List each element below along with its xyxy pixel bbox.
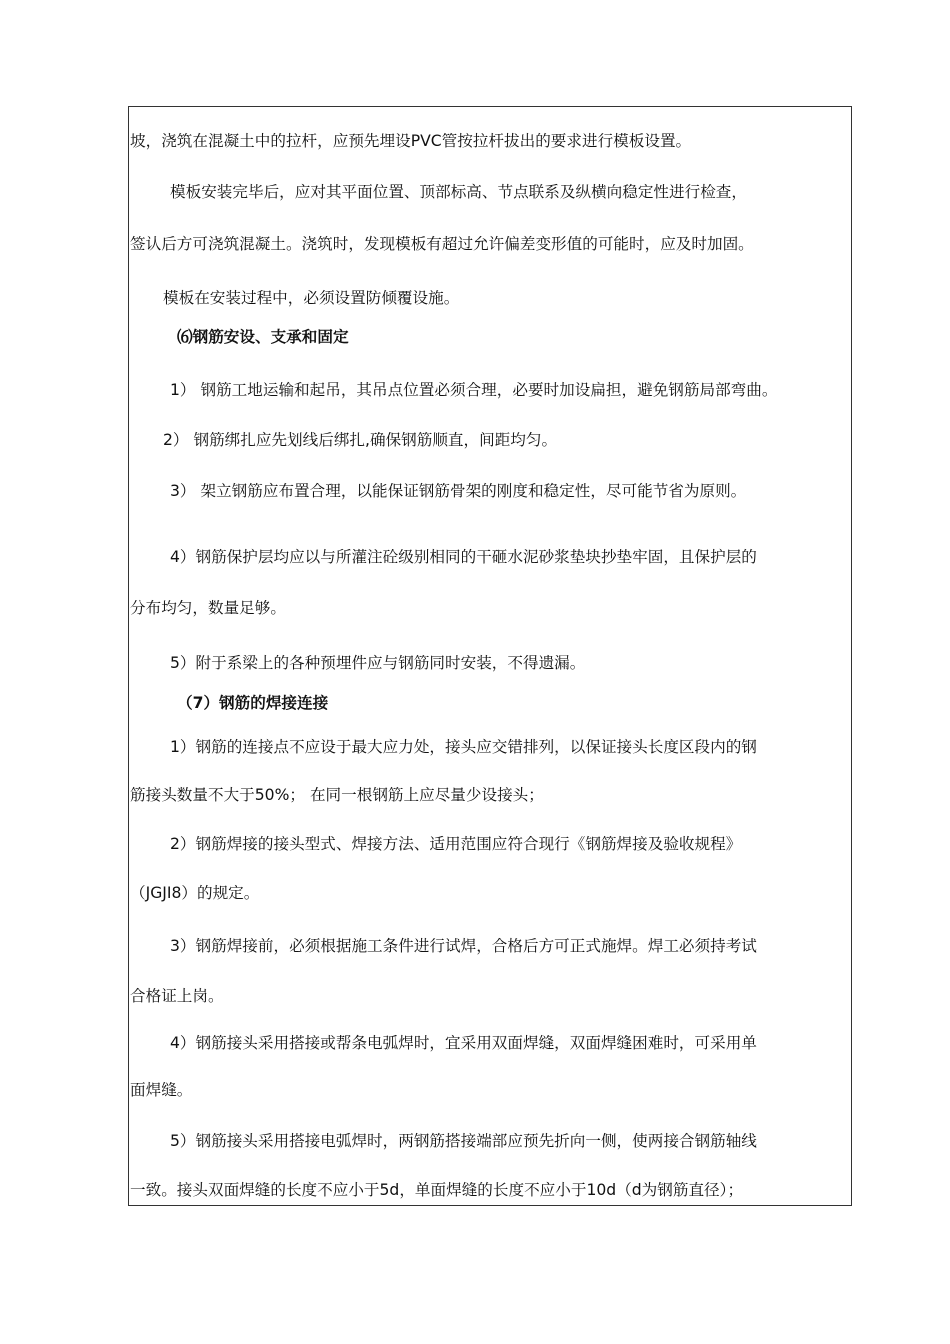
section-heading: ⑹钢筋安设、支承和固定: [177, 328, 349, 346]
list-item: 2） 钢筋绑扎应先划线后绑扎,确保钢筋顺直，间距均匀。: [163, 431, 558, 449]
paragraph-line: 一致。接头双面焊缝的长度不应小于5d，单面焊缝的长度不应小于10d（d为钢筋直径）；: [130, 1181, 744, 1199]
paragraph-line: 分布均匀，数量足够。: [130, 599, 286, 617]
list-item: 4）钢筋接头采用搭接或帮条电弧焊时，宜采用双面焊缝，双面焊缝困难时，可采用单: [170, 1034, 757, 1052]
paragraph-line: 合格证上岗。: [130, 987, 224, 1005]
list-item: 3）钢筋焊接前，必须根据施工条件进行试焊，合格后方可正式施焊。焊工必须持考试: [170, 937, 757, 955]
paragraph-line: （JGJI8）的规定。: [130, 884, 260, 902]
paragraph-line: 模板在安装过程中，必须设置防倾覆设施。: [163, 289, 460, 307]
list-item: 2）钢筋焊接的接头型式、焊接方法、适用范围应符合现行《钢筋焊接及验收规程》: [170, 835, 742, 853]
paragraph-line: 模板安装完毕后，应对其平面位置、顶部标高、节点联系及纵横向稳定性进行检查，: [170, 183, 747, 201]
list-item: 5）钢筋接头采用搭接电弧焊时，两钢筋搭接端部应预先折向一侧，使两接合钢筋轴线: [170, 1132, 757, 1150]
section-heading: （7）钢筋的焊接连接: [177, 694, 329, 712]
list-item: 5）附于系梁上的各种预埋件应与钢筋同时安装，不得遗漏。: [170, 654, 586, 672]
list-item: 4）钢筋保护层均应以与所灌注砼级别相同的干砸水泥砂浆垫块抄垫牢固，且保护层的: [170, 548, 757, 566]
list-item: 1）钢筋的连接点不应设于最大应力处，接头应交错排列，以保证接头长度区段内的钢: [170, 738, 757, 756]
paragraph-line: 面焊缝。: [130, 1081, 193, 1099]
list-item: 3） 架立钢筋应布置合理，以能保证钢筋骨架的刚度和稳定性，尽可能节省为原则。: [170, 482, 747, 500]
list-item: 1） 钢筋工地运输和起吊，其吊点位置必须合理，必要时加设扁担，避免钢筋局部弯曲。: [170, 381, 778, 399]
paragraph-line: 坡，浇筑在混凝土中的拉杆，应预先埋设PVC管按拉杆拔出的要求进行模板设置。: [130, 132, 692, 150]
paragraph-line: 签认后方可浇筑混凝土。浇筑时，发现模板有超过允许偏差变形值的可能时，应及时加固。: [130, 235, 754, 253]
paragraph-line: 筋接头数量不大于50%； 在同一根钢筋上应尽量少设接头；: [130, 786, 544, 804]
